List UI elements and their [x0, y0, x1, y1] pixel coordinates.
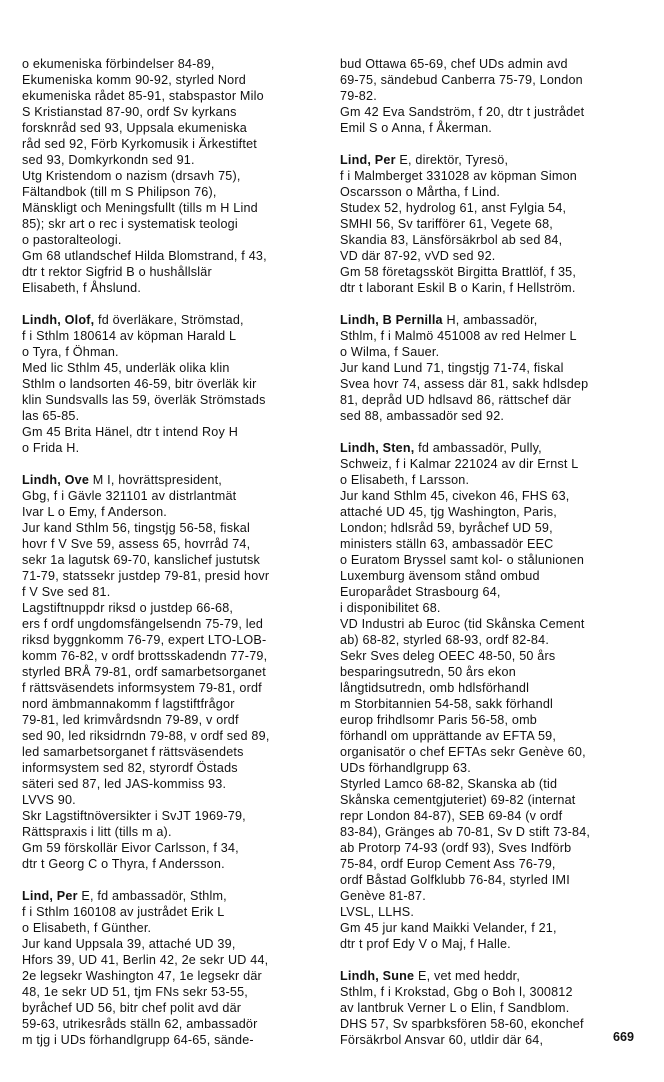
entry-continuation [340, 56, 640, 136]
entry-lind-per-ambassador [22, 888, 328, 1048]
entry-name: Lind, Per [22, 889, 78, 903]
entry-lindh-sune [340, 968, 640, 1048]
entry-text: o ekumeniska förbindelser 84-89, Ekumeniska komm 90-92, styrled Nord ekumeniska rådet 85-91, stabspastor Milo S Kristianstad 87-90, ordf Sv kyrkans forsknråd sed 93, Uppsala ekumeniska råd sed 92, Förb Kyrkomusik i Ärkestiftet sed 93, Domkyrkondn sed 91. Utg Kristendom o nazism (drsavh 75), Fältandbok (till m S Philipson 76), Mänskligt och Meningsfullt (tills m H Lind 85); skr art o rec i systematisk teologi o pastoralteologi. Gm 68 utlandschef Hilda Blomstrand, f 43, dtr t rektor Sigfrid B o hushållslär Elisabeth, f Åhslund. [22, 57, 267, 295]
entry-name: Lind, Per [340, 153, 396, 167]
entry-lindh-sten [340, 440, 640, 952]
entry-text: E, fd ambassadör, Sthlm, f i Sthlm 160108 av justrådet Erik L o Elisabeth, f Günther. Jur kand Uppsala 39, attaché UD 39, Hfors 39, UD 41, Berlin 42, 2e sekr UD 44, 2e legsekr Washington 47, 1e legsekr där 48, 1e sekr UD 51, tjm FNs sekr 53-55, byråchef UD 56, bitr chef polit avd där 59-63, utrikesråds ställn 62, ambassadör m tjg i UDs förhandlgrupp 64-65, sände- [22, 889, 269, 1047]
entry-lindh-pernilla [340, 312, 640, 424]
page-number: 669 [612, 1030, 634, 1044]
entry-continuation [22, 56, 328, 296]
entry-text: fd ambassadör, Pully, Schweiz, f i Kalmar 221024 av dir Ernst L o Elisabeth, f Larsson. Jur kand Sthlm 45, civekon 46, FHS 63, attaché UD 45, tjg Washington, Paris, London; hdlsråd 59, byråchef UD 59, ministers ställn 63, ambassadör EEC o Euratom Bryssel samt kol- o stålunionen Luxemburg ävensom stånd ombud Europarådet Strasbourg 64, i disponibilitet 68. VD Industri ab Euroc (tid Skånska Cement ab) 68-82, styrled 68-93, ordf 82-84. Sekr Sves deleg OEEC 48-50, 50 års besparingsutredn, 50 års ekon långtidsutredn, omb hdlsförhandl m Storbitannien 54-58, sakk förhandl europ frihdlsomr Paris 56-58, omb förhandl om upprättande av EFTA 59, organisatör o chef EFTAs sekr Genève 60, UDs förhandlgrupp 63. Styrled Lamco 68-82, Skanska ab (tid Skånska cementgjuteriet) 69-82 (internat repr London 84-87), SEB 69-84 (v ordf 83-84), Gränges ab 70-81, Sv D stift 73-84, ab Protorp 74-93 (ordf 93), Sves Indförb 75-84, ordf Europ Cement Ass 76-79, ordf Båstad Golfklubb 76-84, styrled IMI Genève 81-87. LVSL, LLHS. Gm 45 jur kand Maikki Velander, f 21, dtr t prof Edy V o Maj, f Halle. [340, 441, 591, 951]
entry-lindh-ove [22, 472, 328, 872]
entry-text: H, ambassadör, Sthlm, f i Malmö 451008 av red Helmer L o Wilma, f Sauer. Jur kand Lund 71, tingstjg 71-74, fiskal Svea hovr 74, assess där 81, sakk hdlsdep 81, depråd UD hdlsavd 86, rättschef där sed 88, ambassadör sed 92. [340, 313, 589, 423]
left-column [22, 56, 328, 1064]
entry-name: Lindh, B Pernilla [340, 313, 443, 327]
entry-name: Lindh, Olof, [22, 313, 95, 327]
entry-name: Lindh, Ove [22, 473, 90, 487]
entry-text: E, direktör, Tyresö, f i Malmberget 331028 av köpman Simon Oscarsson o Mårtha, f Lind. Studex 52, hydrolog 61, anst Fylgia 54, SMHI 56, Sv tarifförer 61, Vegete 68, Skandia 83, Länsförsäkrbol ab sed 84, VD där 87-92, vVD sed 92. Gm 58 företagssköt Birgitta Brattlöf, f 35, dtr t laborant Eskil B o Karin, f Hellström. [340, 153, 578, 295]
entry-name: Lindh, Sten, [340, 441, 415, 455]
entry-lind-per-director [340, 152, 640, 296]
right-column [340, 56, 640, 1064]
entry-text: fd överläkare, Strömstad, f i Sthlm 180614 av köpman Harald L o Tyra, f Öhman. Med lic Sthlm 45, underläk olika klin Sthlm o landsorten 46-59, bitr överläk kir klin Sundsvalls las 59, överläk Strömstads las 65-85. Gm 45 Brita Hänel, dtr t intend Roy H o Frida H. [22, 313, 266, 455]
entry-lindh-olof [22, 312, 328, 456]
entry-text: E, vet med heddr, Sthlm, f i Krokstad, Gbg o Boh l, 300812 av lantbruk Verner L o Elin, f Sandblom. DHS 57, Sv sparbksfören 58-60, ekonchef Försäkrbol Ansvar 60, utldir där 64, [340, 969, 584, 1047]
entry-name: Lindh, Sune [340, 969, 415, 983]
entry-text: bud Ottawa 65-69, chef UDs admin avd 69-75, sändebud Canberra 75-79, London 79-82. Gm 42 Eva Sandström, f 20, dtr t justrådet Emil S o Anna, f Åkerman. [340, 57, 585, 135]
entry-text: M I, hovrättspresident, Gbg, f i Gävle 321101 av distrlantmät Ivar L o Emy, f Anderson. Jur kand Sthlm 56, tingstjg 56-58, fiskal hovr f V Sve 59, assess 65, hovrråd 74, sekr 1a lagutsk 69-70, kanslichef justutsk 71-79, statssekr justdep 79-81, presid hovr f V Sve sed 81. Lagstiftnuppdr riksd o justdep 66-68, ers f ordf ungdomsfängelsendn 75-79, led riksd byggnkomm 76-79, expert LTO-LOB- komm 76-82, v ordf brottsskadendn 77-79, styrled BRÅ 79-81, ordf samarbetsorganet f rättsväsendets informsystem 79-81, ordf nord ämbmannakomm f lagstiftfrågor 79-81, led krimvårdsndn 79-89, v ordf sed 90, led riksidrndn 79-88, v ordf sed 89, led samarbetsorganet f rättsväsendets informsystem sed 82, styrordf Östads säteri sed 87, led JAS-kommiss 93. LVVS 90. Skr Lagstiftnöversikter i SvJT 1969-79, Rättspraxis i litt (tills m a). Gm 59 förskollär Eivor Carlsson, f 34, dtr t Georg C o Thyra, f Andersson. [22, 473, 270, 871]
